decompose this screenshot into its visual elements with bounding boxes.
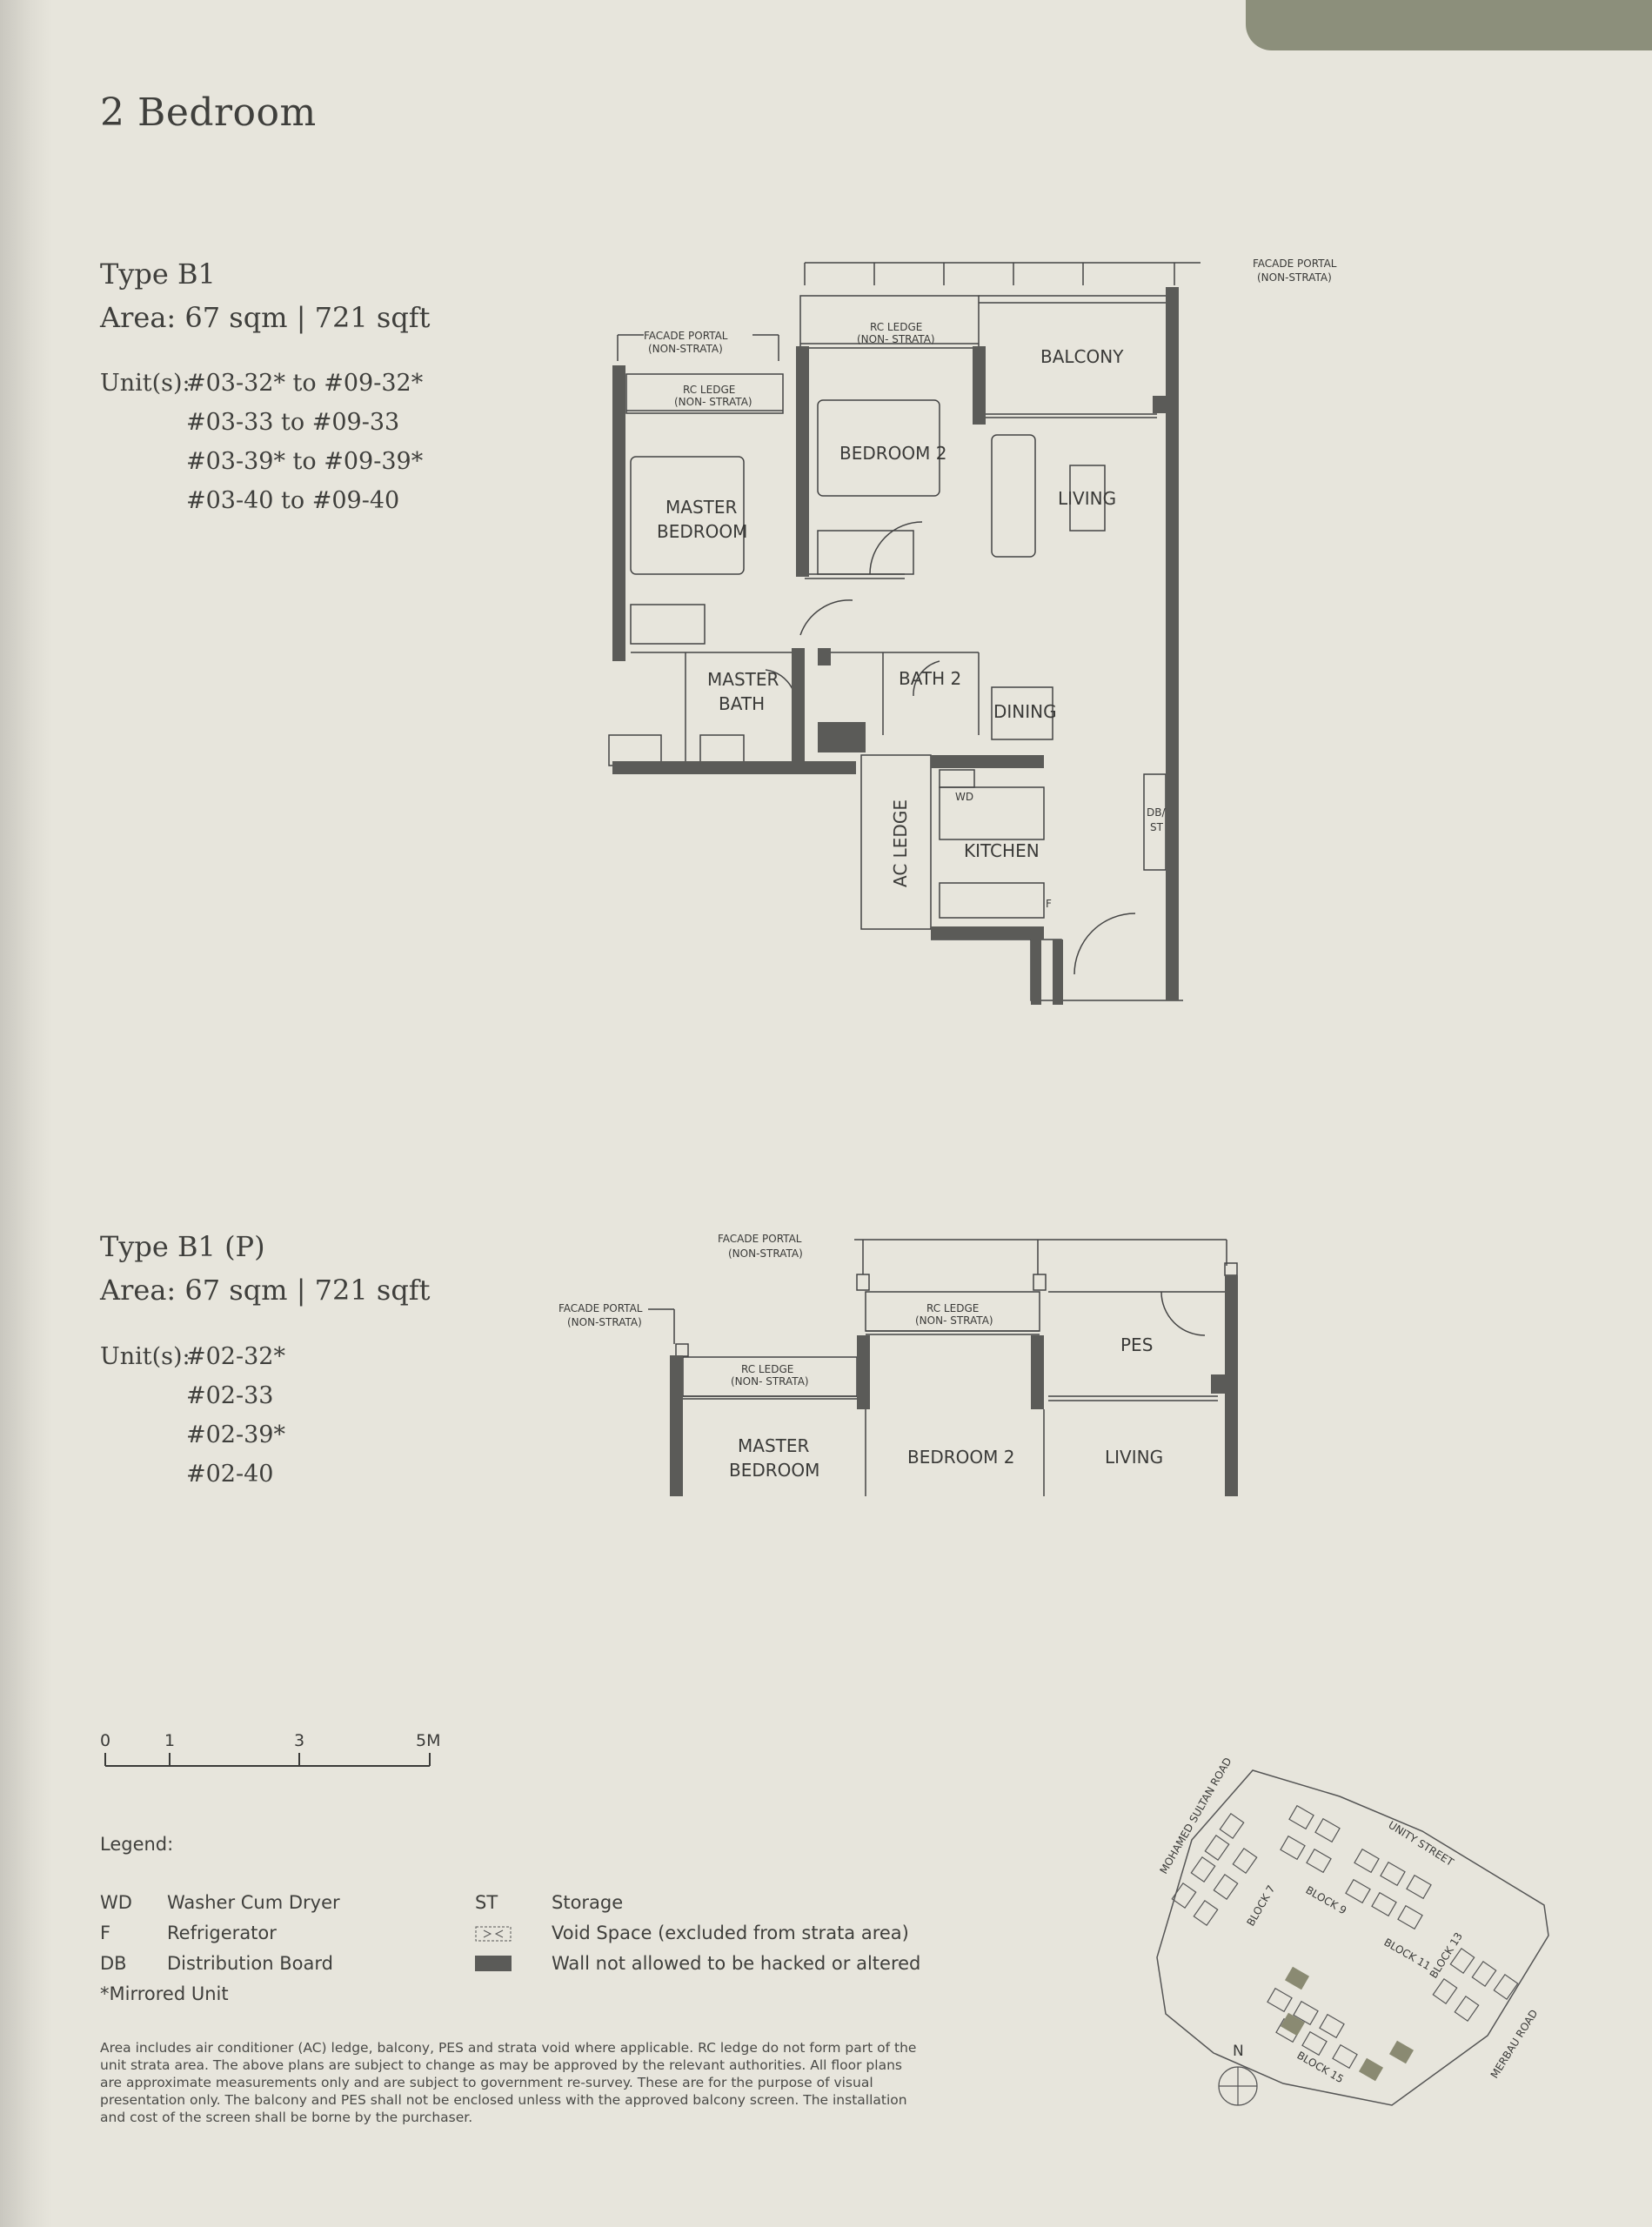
page-edge-shadow: [0, 0, 52, 2227]
legend-desc: Wall not allowed to be hacked or altered: [552, 1953, 921, 1974]
b1p-master-bedroom-label-2: BEDROOM: [729, 1460, 820, 1481]
site-road-label: MOHAMED SULTAN ROAD: [1157, 1755, 1234, 1876]
type-b1-unit: #03-32* to #09-32*: [186, 370, 424, 397]
type-b1-name: Type B1: [100, 257, 216, 291]
site-block-label: BLOCK 11: [1381, 1936, 1433, 1973]
type-b1p-name: Type B1 (P): [100, 1230, 265, 1263]
b1p-rc-ledge-2-sub: (NON- STRATA): [731, 1375, 809, 1388]
b1p-facade-portal-sub: (NON-STRATA): [728, 1247, 803, 1260]
b1p-rc-ledge-2: RC LEDGE: [741, 1363, 794, 1375]
b1-rc-ledge-left-sub: (NON- STRATA): [674, 396, 752, 408]
site-block-label: BLOCK 13: [1427, 1929, 1465, 1981]
site-road-label: UNITY STREET: [1386, 1818, 1456, 1869]
b1-facade-portal-sub-2: (NON-STRATA): [648, 343, 723, 355]
b1p-bedroom2-label: BEDROOM 2: [907, 1447, 1015, 1468]
mirrored-note: *Mirrored Unit: [100, 1983, 229, 2004]
b1p-facade-portal-label: FACADE PORTAL: [718, 1233, 802, 1245]
type-b1-area: Area: 67 sqm | 721 sqft: [100, 301, 431, 334]
legend-desc: Void Space (excluded from strata area): [552, 1923, 909, 1943]
wall-swatch-icon: [475, 1956, 512, 1971]
legend-code: F: [100, 1923, 111, 1943]
site-road-label: MERBAU ROAD: [1488, 2007, 1541, 2081]
site-block-label: BLOCK 15: [1294, 2049, 1346, 2086]
b1-facade-portal-label-2: FACADE PORTAL: [644, 330, 728, 342]
type-b1p-unit: #02-32*: [186, 1343, 285, 1370]
b1-st-label: ST: [1150, 821, 1163, 833]
scale-tick-label: 1: [164, 1731, 176, 1750]
legend-desc: Distribution Board: [167, 1953, 333, 1974]
compass-icon: [1219, 2067, 1257, 2105]
scale-tick-label: 3: [294, 1731, 305, 1750]
b1-rc-ledge-top-sub: (NON- STRATA): [857, 333, 935, 345]
site-plan: [1140, 1757, 1557, 2140]
b1-ac-ledge-label: AC LEDGE: [890, 799, 911, 887]
b1-kitchen-label: KITCHEN: [964, 840, 1040, 861]
page-title: 2 Bedroom: [100, 90, 317, 135]
legend-code: ST: [475, 1892, 498, 1913]
legend-desc: Storage: [552, 1892, 624, 1913]
b1-facade-portal-label: FACADE PORTAL: [1253, 257, 1337, 270]
north-label: N: [1233, 2043, 1244, 2060]
void-space-icon: [475, 1926, 512, 1942]
b1-master-bath-label: MASTER: [707, 669, 779, 690]
type-b1-unit: #03-33 to #09-33: [186, 409, 400, 436]
b1p-rc-ledge-1-sub: (NON- STRATA): [915, 1314, 993, 1327]
legend-code: DB: [100, 1953, 127, 1974]
b1-rc-ledge-top: RC LEDGE: [870, 321, 923, 333]
type-b1-units-label: Unit(s):: [100, 370, 191, 397]
type-b1p-unit: #02-33: [186, 1382, 274, 1409]
scale-tick-label: 5M: [416, 1731, 441, 1750]
b1-master-bath-label-2: BATH: [719, 693, 766, 714]
b1-wd-label: WD: [955, 791, 974, 803]
b1-bath2-label: BATH 2: [899, 668, 962, 689]
floor-plan-b1p: [548, 1227, 1261, 1496]
b1-bedroom2-label: BEDROOM 2: [839, 443, 947, 464]
b1-balcony-label: BALCONY: [1040, 346, 1124, 367]
scale-tick-label: 0: [100, 1731, 111, 1750]
b1p-master-bedroom-label: MASTER: [738, 1435, 810, 1456]
b1p-rc-ledge-1: RC LEDGE: [926, 1302, 980, 1314]
type-b1p-unit: #02-40: [186, 1461, 274, 1488]
b1-master-bedroom-label-2: BEDROOM: [657, 521, 748, 542]
b1p-pes-label: PES: [1120, 1334, 1154, 1355]
legend-title: Legend:: [100, 1834, 174, 1855]
b1-dining-label: DINING: [993, 701, 1057, 722]
legend-code: WD: [100, 1892, 132, 1913]
type-b1-unit: #03-40 to #09-40: [186, 487, 400, 514]
site-block-label: BLOCK 7: [1244, 1883, 1278, 1929]
b1p-facade-portal-label-2: FACADE PORTAL: [558, 1302, 643, 1314]
type-b1p-unit: #02-39*: [186, 1421, 285, 1448]
floor-plan-b1: [592, 252, 1337, 1018]
type-b1p-area: Area: 67 sqm | 721 sqft: [100, 1274, 431, 1307]
b1-master-bedroom-label: MASTER: [665, 497, 738, 518]
type-b1-unit: #03-39* to #09-39*: [186, 448, 424, 475]
b1-rc-ledge-left: RC LEDGE: [683, 384, 736, 396]
type-b1p-units-label: Unit(s):: [100, 1343, 191, 1370]
b1-db-label: DB/: [1147, 806, 1166, 819]
site-block-label: BLOCK 9: [1303, 1883, 1349, 1917]
legend-desc: Refrigerator: [167, 1923, 277, 1943]
b1p-living-label: LIVING: [1105, 1447, 1164, 1468]
b1-facade-portal-sub: (NON-STRATA): [1257, 271, 1332, 284]
b1p-facade-portal-sub-2: (NON-STRATA): [567, 1316, 642, 1328]
b1-fridge-label: F: [1046, 898, 1052, 910]
decorative-brush-stroke: [1246, 0, 1652, 50]
legend-desc: Washer Cum Dryer: [167, 1892, 340, 1913]
b1-living-label: LIVING: [1058, 488, 1117, 509]
scale-bar: [96, 1727, 461, 1779]
disclaimer-text: Area includes air conditioner (AC) ledge, balcony, PES and strata void where applicable. RC ledge do not form part of the unit strata area. The above plans are subject to change as may be approved by the relevant authorities. All floor plans are approximate measurements only and are subject to government re-survey. These are for the purpose of visual presentation only. The balcony and PES shall not be enclosed unless with the approved balcony screen. The installation and cost of the screen shall be borne by the purchaser.: [100, 2040, 917, 2125]
